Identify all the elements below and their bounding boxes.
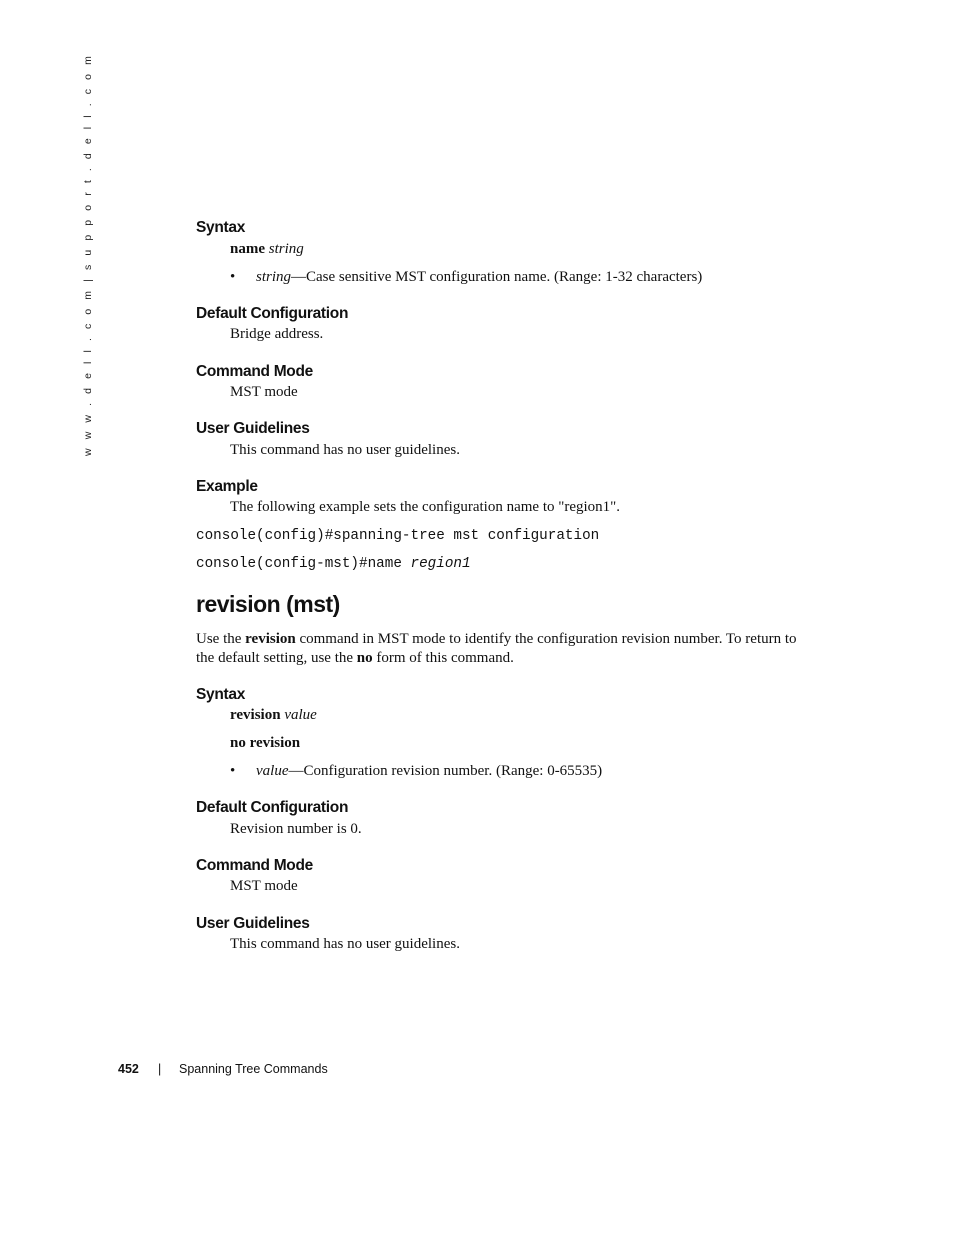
syntax-heading: Syntax — [196, 219, 246, 236]
footer-section-name: Spanning Tree Commands — [179, 1062, 328, 1076]
syntax-line-2 — [230, 707, 317, 724]
intro-no-keyword: no — [356, 650, 373, 666]
code-line-2-argument: region1 — [410, 556, 471, 572]
user-guidelines-text: This command has no user guidelines. — [230, 442, 460, 458]
user-guidelines-heading-2: User Guidelines — [196, 915, 310, 932]
syntax-line — [230, 241, 304, 258]
syntax-command: name — [230, 241, 265, 257]
syntax-argument: string — [268, 241, 304, 257]
command-mode-heading: Command Mode — [196, 363, 313, 380]
side-url-text: w w w . d e l l . c o m | s u p p o r t . d e l l . c o m — [82, 53, 94, 456]
default-config-text: Bridge address. — [230, 326, 324, 342]
intro-text-2: command in MST mode to identify the configuration revision number. To return to the default setting, use the — [196, 631, 797, 666]
example-heading: Example — [196, 478, 258, 495]
command-mode-heading-2: Command Mode — [196, 857, 313, 874]
intro-text-3: form of this command. — [372, 650, 514, 666]
footer-separator: | — [158, 1062, 162, 1076]
parameter-bullet — [230, 269, 702, 286]
default-config-text-2: Revision number is 0. — [230, 821, 362, 837]
intro-command: revision — [245, 631, 296, 647]
intro-text-1: Use the — [196, 631, 246, 647]
syntax-no-form — [230, 735, 300, 752]
section-title: revision (mst) — [196, 591, 340, 617]
default-config-heading: Default Configuration — [196, 305, 349, 322]
command-mode-text: MST mode — [230, 384, 298, 400]
example-text: The following example sets the configuration name to "region1". — [230, 499, 621, 515]
code-line-1: console(config)#spanning-tree mst configuration — [196, 528, 600, 544]
user-guidelines-text-2: This command has no user guidelines. — [230, 936, 460, 952]
bullet-dot: • — [230, 763, 236, 779]
page-footer — [118, 1062, 328, 1076]
syntax-no-command: no revision — [230, 735, 301, 751]
code-line-2-prefix: console(config-mst)#name — [196, 556, 411, 572]
bullet-dot: • — [230, 269, 236, 285]
syntax-argument-2: value — [284, 707, 317, 723]
user-guidelines-heading: User Guidelines — [196, 420, 310, 437]
syntax-heading-2: Syntax — [196, 686, 246, 703]
code-line-2 — [196, 556, 471, 572]
command-mode-text-2: MST mode — [230, 878, 298, 894]
page-number: 452 — [118, 1062, 139, 1076]
bullet-term-2: value — [256, 763, 289, 779]
bullet-description-2: —Configuration revision number. (Range: 0-65535) — [288, 763, 603, 779]
bullet-term: string — [256, 269, 292, 285]
intro-paragraph — [196, 630, 816, 668]
syntax-command-2: revision — [230, 707, 281, 723]
default-config-heading-2: Default Configuration — [196, 799, 349, 816]
bullet-description: —Case sensitive MST configuration name. (Range: 1-32 characters) — [291, 269, 703, 285]
parameter-bullet-2 — [230, 763, 602, 780]
